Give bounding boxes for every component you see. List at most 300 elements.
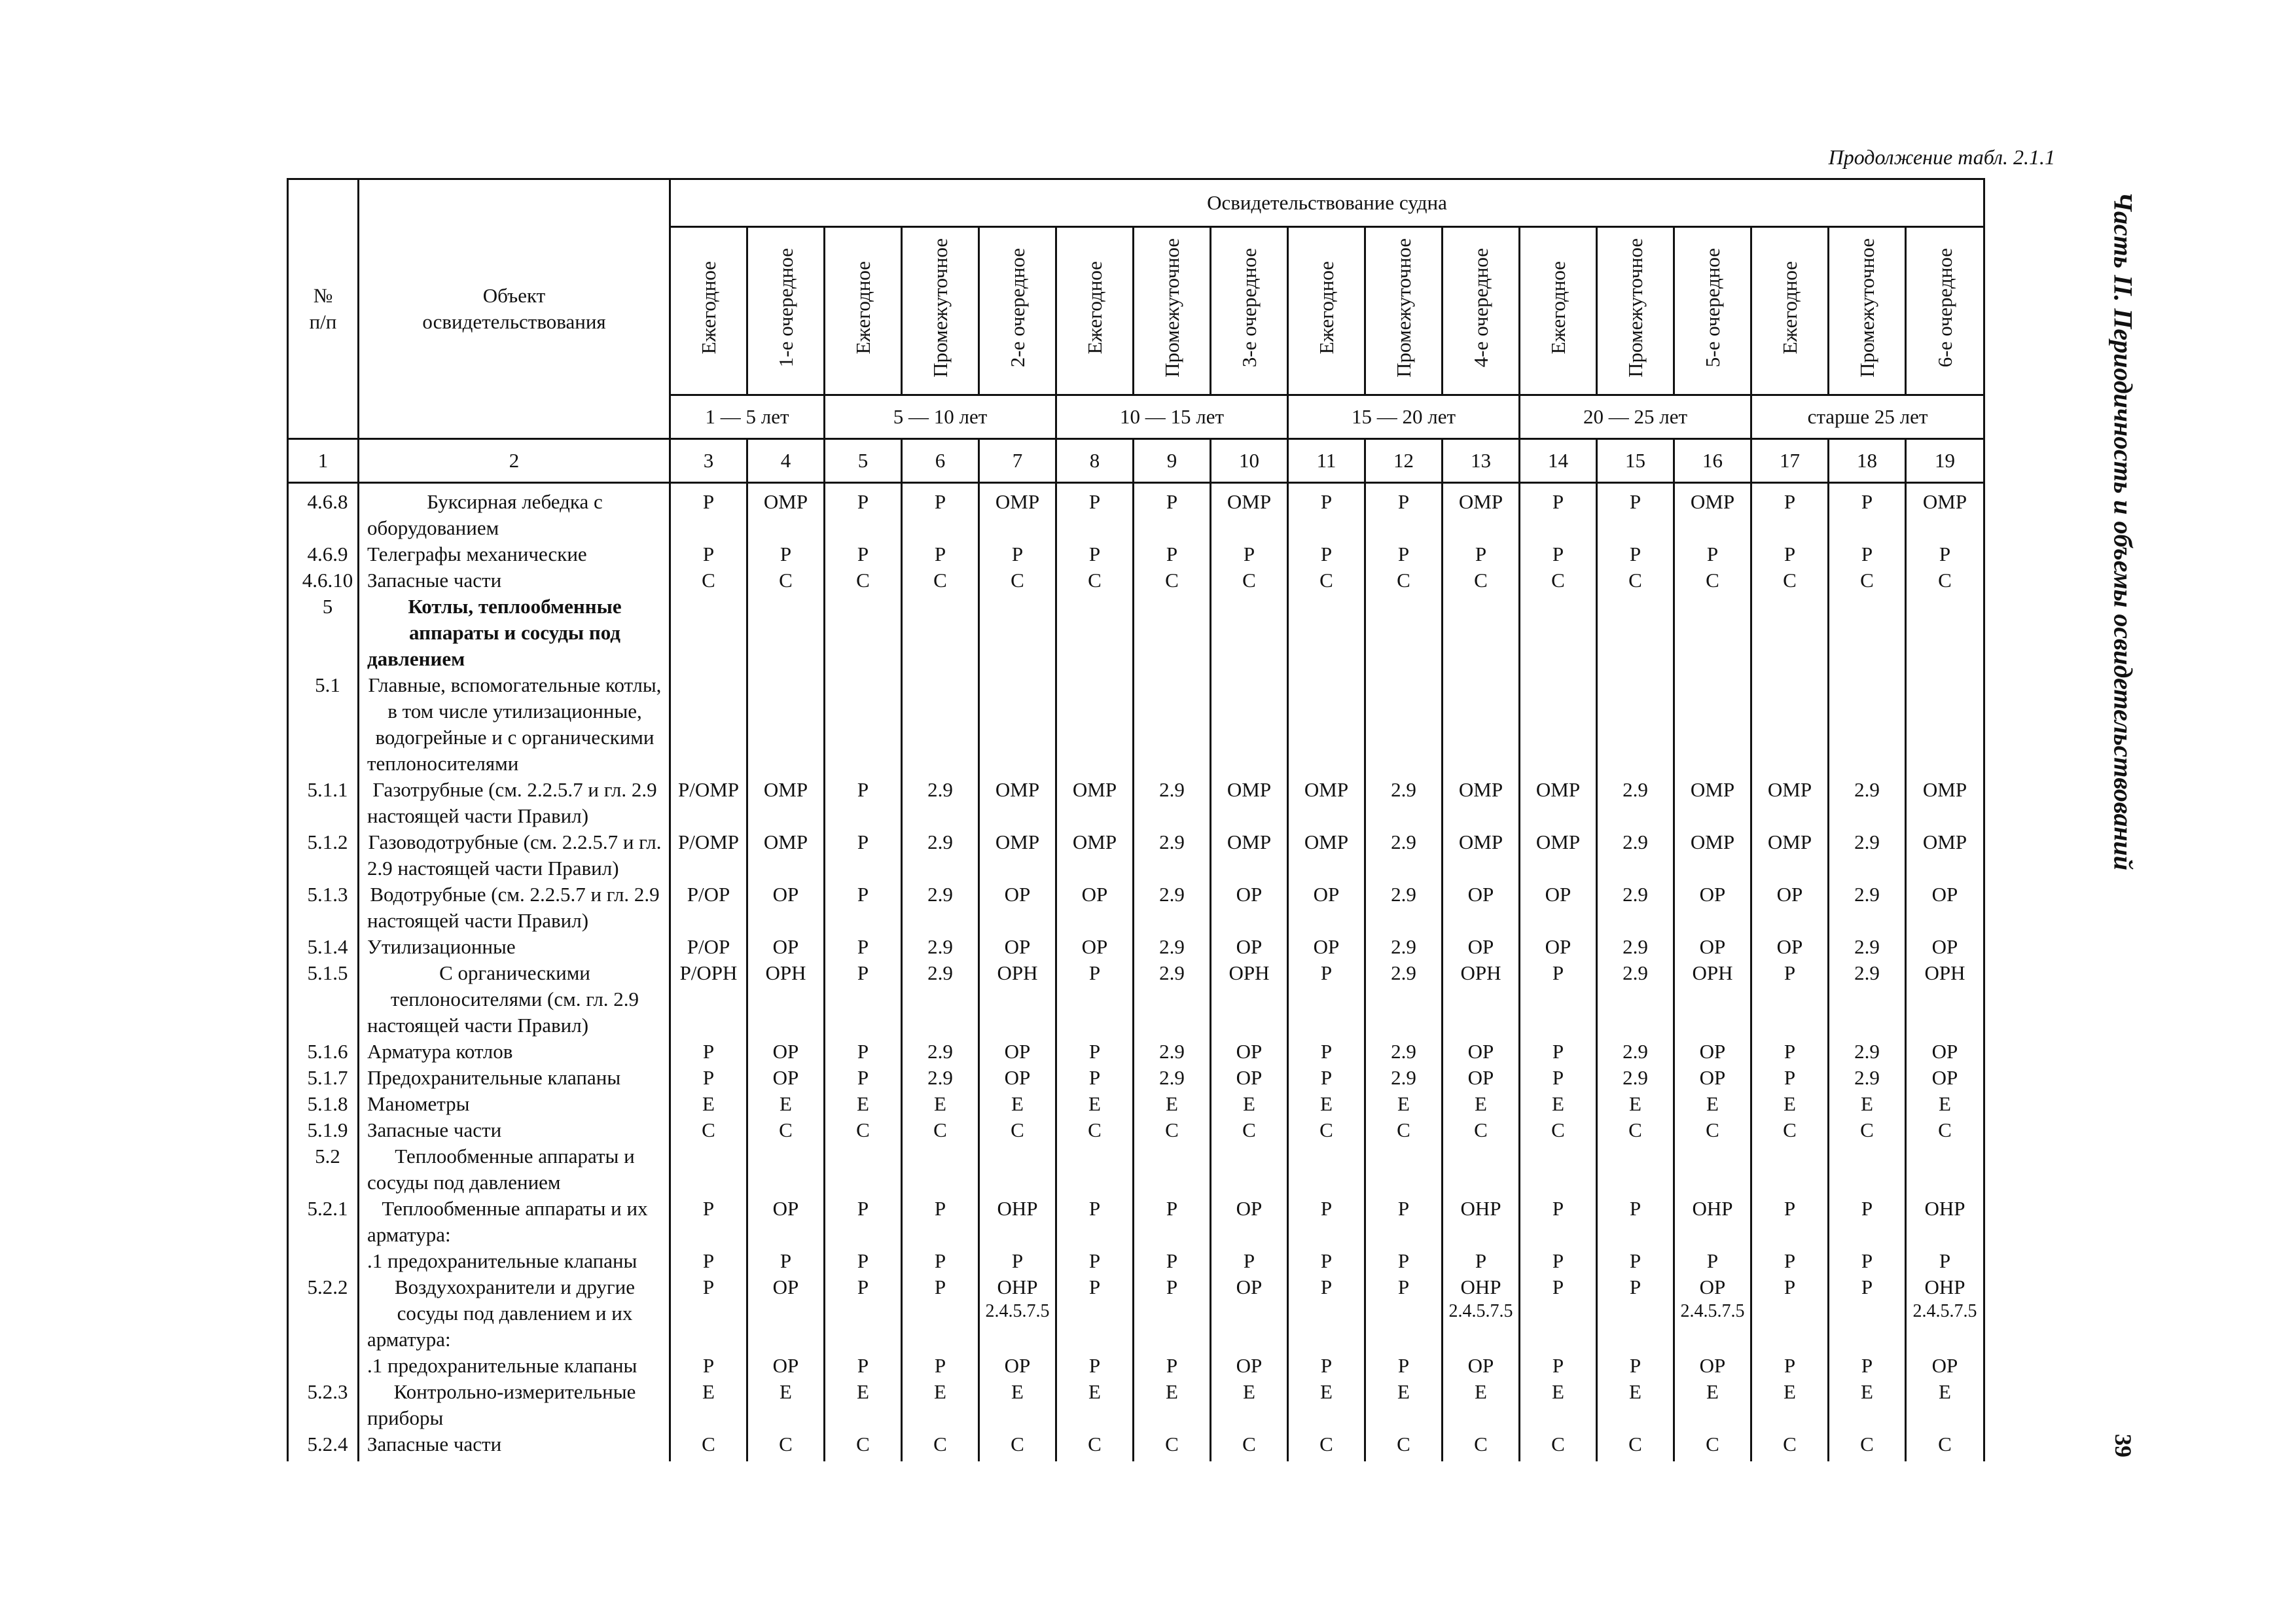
survey-scope-cell: С: [1906, 1117, 1984, 1143]
table-row: [288, 1117, 1984, 1143]
survey-scope-cell: Е: [1056, 1091, 1134, 1117]
survey-scope-cell: Е: [979, 1379, 1056, 1431]
item-number: 5.1.7: [288, 1065, 359, 1091]
survey-scope-cell: Р/ОМР: [670, 829, 747, 882]
survey-object: Воздухохранители и другие сосуды под давлением и их арматура:: [359, 1274, 670, 1353]
survey-scope-cell: 2.9: [902, 777, 979, 829]
survey-scope-cell: Е: [747, 1379, 825, 1431]
survey-object: Запасные части: [359, 1431, 670, 1461]
survey-scope-cell: 2.9: [902, 829, 979, 882]
survey-scope-cell: ОР: [747, 1274, 825, 1353]
survey-object: Утилизационные: [359, 934, 670, 960]
period-header: 20 — 25 лет: [1520, 395, 1751, 439]
survey-scope-cell: Р: [670, 1065, 747, 1091]
survey-scope-cell: Р: [825, 1353, 902, 1379]
survey-scope-cell: С: [1597, 1117, 1674, 1143]
survey-scope-cell: С: [1829, 567, 1906, 594]
survey-scope-cell: Р: [1520, 483, 1597, 542]
survey-type-label: Ежегодное: [1546, 260, 1570, 355]
page-number-text: 39: [2110, 1434, 2136, 1457]
survey-scope-cell: [1288, 672, 1365, 777]
survey-scope-cell: Р: [1751, 483, 1829, 542]
survey-scope-cell: [902, 594, 979, 672]
survey-scope-cell: 2.9: [1134, 777, 1211, 829]
survey-scope-cell: Е: [902, 1379, 979, 1431]
survey-scope-cell: 2.9: [1134, 1039, 1211, 1065]
survey-object: С органическими теплоносителями (см. гл. 2.9 настоящей части Правил): [359, 960, 670, 1039]
column-number: 11: [1288, 439, 1365, 483]
survey-scope-cell: Р: [1751, 1248, 1829, 1274]
table-row: [288, 1379, 1984, 1431]
survey-scope-cell: ОР: [1751, 882, 1829, 934]
column-number: 7: [979, 439, 1056, 483]
survey-scope-cell: ОНР 2.4.5.7.5: [979, 1274, 1056, 1353]
survey-scope-cell: ОР: [1288, 882, 1365, 934]
survey-scope-cell: Р/ОРН: [670, 960, 747, 1039]
item-number: 5.2.1: [288, 1196, 359, 1248]
survey-scope-cell: Е: [979, 1091, 1056, 1117]
survey-scope-cell: С: [1520, 1431, 1597, 1461]
survey-scope-cell: Р: [670, 1039, 747, 1065]
item-number: 5.1.6: [288, 1039, 359, 1065]
survey-scope-cell: ОМР: [1906, 777, 1984, 829]
survey-scope-cell: С: [1443, 1431, 1520, 1461]
survey-scope-cell: Е: [1751, 1091, 1829, 1117]
item-number: 5.2.4: [288, 1431, 359, 1461]
survey-scope-cell: Р: [1056, 541, 1134, 567]
survey-scope-cell: ОМР: [747, 829, 825, 882]
survey-scope-cell: С: [1443, 1117, 1520, 1143]
survey-scope-cell: ОР: [1211, 1039, 1288, 1065]
survey-scope-cell: Р/ОР: [670, 934, 747, 960]
survey-scope-cell: ОМР: [1211, 829, 1288, 882]
survey-scope-cell: Р: [1056, 1353, 1134, 1379]
survey-scope-cell: ОР: [1211, 1065, 1288, 1091]
table-row: [288, 594, 1984, 672]
survey-scope-cell: ОР: [979, 1353, 1056, 1379]
survey-group-header: Освидетельствование судна: [670, 179, 1984, 227]
survey-scope-cell: Р: [825, 1039, 902, 1065]
survey-scope-cell: ОР: [1906, 1065, 1984, 1091]
item-number: 4.6.10: [288, 567, 359, 594]
survey-scope-cell: Р: [1365, 1274, 1443, 1353]
survey-scope-cell: 2.9: [1365, 960, 1443, 1039]
survey-scope-cell: ОНР: [1906, 1196, 1984, 1248]
survey-type-header: [1674, 227, 1751, 395]
survey-scope-cell: Р: [825, 934, 902, 960]
survey-scope-cell: Р: [1520, 1196, 1597, 1248]
item-number: 5.2.3: [288, 1379, 359, 1431]
survey-scope-cell: [1211, 594, 1288, 672]
survey-scope-cell: Р: [1597, 1274, 1674, 1353]
survey-scope-cell: ОР: [1211, 882, 1288, 934]
survey-scope-cell: Р: [1365, 483, 1443, 542]
survey-scope-cell: [825, 1143, 902, 1196]
survey-scope-cell: Р: [902, 1248, 979, 1274]
table-row: [288, 829, 1984, 882]
survey-scope-cell: Е: [902, 1091, 979, 1117]
column-numbers-row: [288, 439, 1984, 483]
survey-scope-cell: Е: [1674, 1091, 1751, 1117]
period-header: старше 25 лет: [1751, 395, 1984, 439]
survey-scope-cell: [1674, 672, 1751, 777]
survey-scope-cell: С: [1365, 1431, 1443, 1461]
survey-scope-cell: Е: [1134, 1091, 1211, 1117]
survey-scope-cell: С: [979, 567, 1056, 594]
survey-scope-cell: Р: [1829, 1274, 1906, 1353]
survey-scope-cell: ОР: [747, 882, 825, 934]
side-section-title: [2106, 171, 2140, 891]
survey-scope-cell: ОМР: [1443, 777, 1520, 829]
survey-scope-cell: ОР: [1443, 882, 1520, 934]
survey-scope-cell: Р: [1751, 1274, 1829, 1353]
survey-scope-cell: ОРН: [747, 960, 825, 1039]
survey-scope-cell: Е: [1520, 1379, 1597, 1431]
survey-scope-cell: Р: [1751, 960, 1829, 1039]
survey-scope-cell: [670, 594, 747, 672]
table-row: [288, 541, 1984, 567]
survey-scope-cell: Р: [1751, 1039, 1829, 1065]
survey-scope-cell: Р: [1134, 1196, 1211, 1248]
column-number: 6: [902, 439, 979, 483]
survey-type-label: Промежуточное: [1391, 238, 1415, 378]
survey-scope-cell: С: [1751, 1117, 1829, 1143]
table-row: [288, 1353, 1984, 1379]
survey-scope-cell: ОР: [1674, 882, 1751, 934]
survey-scope-cell: Е: [825, 1091, 902, 1117]
survey-scope-cell: Е: [1365, 1091, 1443, 1117]
survey-scope-cell: 2.9: [1829, 882, 1906, 934]
survey-scope-cell: Р: [1288, 483, 1365, 542]
survey-scope-cell: 2.9: [1365, 934, 1443, 960]
survey-scope-cell: ОМР: [1674, 829, 1751, 882]
survey-scope-cell: [979, 594, 1056, 672]
survey-scope-cell: Е: [1288, 1091, 1365, 1117]
survey-scope-cell: [1829, 594, 1906, 672]
survey-scope-cell: Е: [1597, 1091, 1674, 1117]
survey-scope-cell: Р: [1056, 483, 1134, 542]
survey-scope-cell: С: [1520, 567, 1597, 594]
survey-type-header: [825, 227, 902, 395]
side-section-title-text: Часть II. Периодичность и объемы освидетельствований: [2108, 192, 2138, 871]
survey-scope-cell: С: [747, 567, 825, 594]
survey-scope-cell: 2.9: [1134, 829, 1211, 882]
survey-scope-cell: ОР: [1443, 1065, 1520, 1091]
survey-scope-cell: [747, 1143, 825, 1196]
survey-scope-cell: Р: [670, 1274, 747, 1353]
survey-scope-cell: ОМР: [1520, 829, 1597, 882]
survey-scope-cell: Е: [1443, 1379, 1520, 1431]
survey-scope-cell: ОР: [747, 1065, 825, 1091]
item-number: 5.1.8: [288, 1091, 359, 1117]
survey-scope-cell: ОНР 2.4.5.7.5: [1906, 1274, 1984, 1353]
survey-table: [287, 178, 1985, 1461]
survey-object: .1 предохранительные клапаны: [359, 1353, 670, 1379]
survey-scope-cell: С: [1288, 567, 1365, 594]
survey-scope-cell: Е: [1674, 1379, 1751, 1431]
survey-type-header: [1288, 227, 1365, 395]
survey-scope-cell: С: [1288, 1117, 1365, 1143]
survey-scope-cell: Р: [1365, 1248, 1443, 1274]
survey-scope-cell: ОР: [1443, 934, 1520, 960]
survey-scope-cell: [1674, 1143, 1751, 1196]
survey-scope-cell: ОНР: [979, 1196, 1056, 1248]
survey-scope-cell: Р: [1751, 541, 1829, 567]
survey-scope-cell: [747, 594, 825, 672]
survey-scope-cell: Р: [1056, 1039, 1134, 1065]
survey-scope-cell: С: [1829, 1431, 1906, 1461]
number-column-header: № п/п: [288, 179, 359, 439]
survey-type-header: [1829, 227, 1906, 395]
survey-scope-cell: Р: [1056, 1065, 1134, 1091]
survey-type-header: [1365, 227, 1443, 395]
survey-scope-cell: ОМР: [1906, 829, 1984, 882]
survey-scope-cell: Р: [1365, 1196, 1443, 1248]
survey-scope-cell: ОМР: [1906, 483, 1984, 542]
item-number: 5.1.3: [288, 882, 359, 934]
survey-scope-cell: [1597, 1143, 1674, 1196]
survey-scope-cell: [825, 594, 902, 672]
survey-scope-cell: Р: [1829, 1353, 1906, 1379]
survey-scope-cell: Р: [902, 541, 979, 567]
period-header: 1 — 5 лет: [670, 395, 825, 439]
survey-scope-cell: [979, 672, 1056, 777]
survey-scope-cell: ОМР: [747, 483, 825, 542]
survey-type-header: [1211, 227, 1288, 395]
column-number: 18: [1829, 439, 1906, 483]
survey-scope-cell: Р: [1211, 541, 1288, 567]
survey-scope-cell: ОР: [1443, 1039, 1520, 1065]
survey-scope-cell: Р: [902, 1353, 979, 1379]
survey-scope-cell: Р: [1443, 541, 1520, 567]
survey-scope-cell: ОР: [1056, 882, 1134, 934]
survey-type-label: Ежегодное: [1314, 260, 1338, 355]
survey-scope-cell: Е: [1288, 1379, 1365, 1431]
survey-type-label: Промежуточное: [1623, 238, 1647, 378]
survey-scope-cell: [1520, 1143, 1597, 1196]
survey-scope-cell: С: [1597, 567, 1674, 594]
survey-scope-cell: 2.9: [902, 882, 979, 934]
survey-scope-cell: [1520, 672, 1597, 777]
survey-scope-cell: С: [1056, 567, 1134, 594]
survey-scope-cell: Р: [670, 1353, 747, 1379]
survey-scope-cell: С: [1520, 1117, 1597, 1143]
survey-scope-cell: Е: [1829, 1379, 1906, 1431]
survey-scope-cell: Р: [825, 777, 902, 829]
survey-scope-cell: Р: [1134, 1274, 1211, 1353]
table-row: [288, 1143, 1984, 1196]
survey-object: Запасные части: [359, 1117, 670, 1143]
survey-scope-cell: Р: [825, 541, 902, 567]
survey-scope-cell: Р: [1597, 1196, 1674, 1248]
survey-scope-cell: Р: [747, 541, 825, 567]
item-number: 5.1: [288, 672, 359, 777]
survey-scope-cell: Р: [1288, 1065, 1365, 1091]
column-number: 12: [1365, 439, 1443, 483]
survey-scope-cell: [1751, 1143, 1829, 1196]
survey-scope-cell: С: [1056, 1117, 1134, 1143]
survey-scope-cell: ОМР: [979, 777, 1056, 829]
column-number: 14: [1520, 439, 1597, 483]
survey-scope-cell: Е: [670, 1379, 747, 1431]
page-number: [2106, 1421, 2140, 1470]
survey-scope-cell: Р: [1288, 1274, 1365, 1353]
survey-scope-cell: 2.9: [1134, 934, 1211, 960]
item-number: 5.2.2: [288, 1274, 359, 1353]
survey-scope-cell: Р: [1829, 1196, 1906, 1248]
survey-scope-cell: С: [670, 567, 747, 594]
survey-scope-cell: С: [747, 1431, 825, 1461]
item-number: 4.6.9: [288, 541, 359, 567]
survey-scope-cell: 2.9: [1597, 882, 1674, 934]
column-number: 1: [288, 439, 359, 483]
survey-scope-cell: Р: [1751, 1353, 1829, 1379]
survey-scope-cell: 2.9: [1829, 1039, 1906, 1065]
survey-scope-cell: 2.9: [1829, 777, 1906, 829]
survey-object: Газотрубные (см. 2.2.5.7 и гл. 2.9 настоящей части Правил): [359, 777, 670, 829]
survey-object: .1 предохранительные клапаны: [359, 1248, 670, 1274]
survey-scope-cell: [825, 672, 902, 777]
column-number: 16: [1674, 439, 1751, 483]
survey-scope-cell: С: [902, 1117, 979, 1143]
survey-scope-cell: С: [1674, 567, 1751, 594]
survey-scope-cell: ОМР: [979, 483, 1056, 542]
table-row: [288, 960, 1984, 1039]
survey-scope-cell: Р: [1829, 541, 1906, 567]
survey-scope-cell: Р: [825, 1274, 902, 1353]
survey-scope-cell: Е: [1056, 1379, 1134, 1431]
column-number: 10: [1211, 439, 1288, 483]
survey-scope-cell: Р: [1674, 1248, 1751, 1274]
survey-scope-cell: ОМР: [1211, 777, 1288, 829]
survey-scope-cell: С: [670, 1431, 747, 1461]
survey-scope-cell: ОР: [979, 882, 1056, 934]
survey-scope-cell: ОМР: [1751, 829, 1829, 882]
column-number: 15: [1597, 439, 1674, 483]
survey-scope-cell: ОР: [1674, 1065, 1751, 1091]
survey-scope-cell: 2.9: [902, 960, 979, 1039]
survey-scope-cell: ОМР: [1211, 483, 1288, 542]
survey-scope-cell: ОР: [1211, 1274, 1288, 1353]
survey-type-label: Ежегодное: [851, 260, 874, 355]
survey-scope-cell: С: [1056, 1431, 1134, 1461]
survey-scope-cell: ОМР: [979, 829, 1056, 882]
survey-object: Теплообменные аппараты и их арматура:: [359, 1196, 670, 1248]
survey-scope-cell: С: [825, 567, 902, 594]
survey-scope-cell: С: [902, 567, 979, 594]
survey-scope-cell: ОНР 2.4.5.7.5: [1443, 1274, 1520, 1353]
survey-type-label: 5-е очередное: [1700, 247, 1724, 368]
survey-object: Манометры: [359, 1091, 670, 1117]
survey-scope-cell: [902, 1143, 979, 1196]
object-column-header: Объект освидетельствования: [359, 179, 670, 439]
survey-scope-cell: 2.9: [1829, 1065, 1906, 1091]
survey-scope-cell: 2.9: [1829, 829, 1906, 882]
survey-scope-cell: [1520, 594, 1597, 672]
survey-scope-cell: Р: [979, 541, 1056, 567]
survey-type-header: [670, 227, 747, 395]
survey-scope-cell: Е: [1443, 1091, 1520, 1117]
survey-type-label: Промежуточное: [1160, 238, 1183, 378]
table-row: [288, 934, 1984, 960]
survey-scope-cell: ОР: [1443, 1353, 1520, 1379]
survey-scope-cell: [1134, 672, 1211, 777]
column-number: 19: [1906, 439, 1984, 483]
survey-scope-cell: Р: [825, 882, 902, 934]
survey-scope-cell: ОР: [747, 934, 825, 960]
table-header: [288, 179, 1984, 483]
table-row: [288, 1065, 1984, 1091]
survey-scope-cell: [1134, 1143, 1211, 1196]
survey-scope-cell: Р/ОР: [670, 882, 747, 934]
survey-scope-cell: Р: [825, 483, 902, 542]
survey-scope-cell: 2.9: [1365, 1039, 1443, 1065]
survey-scope-cell: ОР: [1674, 934, 1751, 960]
survey-type-header: [1443, 227, 1520, 395]
table-row: [288, 1196, 1984, 1248]
survey-scope-cell: [1288, 1143, 1365, 1196]
table-row: [288, 483, 1984, 542]
survey-scope-cell: [1906, 672, 1984, 777]
survey-scope-cell: ОМР: [1056, 777, 1134, 829]
survey-scope-cell: С: [1288, 1431, 1365, 1461]
survey-type-label: Ежегодное: [1083, 260, 1106, 355]
survey-scope-cell: [1211, 1143, 1288, 1196]
survey-scope-cell: Р: [1520, 960, 1597, 1039]
period-header: 5 — 10 лет: [825, 395, 1056, 439]
survey-type-header: [1134, 227, 1211, 395]
survey-scope-cell: ОМР: [1443, 483, 1520, 542]
survey-scope-cell: ОРН: [1211, 960, 1288, 1039]
survey-scope-cell: Р: [1288, 1196, 1365, 1248]
survey-scope-cell: ОНР: [1674, 1196, 1751, 1248]
survey-object: Главные, вспомогательные котлы, в том числе утилизационные, водогрейные и с органическими теплоносителями: [359, 672, 670, 777]
survey-scope-cell: Е: [825, 1379, 902, 1431]
survey-type-header: [1751, 227, 1829, 395]
survey-scope-cell: ОР: [1211, 934, 1288, 960]
survey-scope-cell: Р: [1906, 1248, 1984, 1274]
survey-scope-cell: С: [1829, 1117, 1906, 1143]
survey-scope-cell: ОР: [1906, 882, 1984, 934]
survey-scope-cell: Р: [1829, 1248, 1906, 1274]
survey-scope-cell: ОМР: [1288, 777, 1365, 829]
survey-object: Телеграфы механические: [359, 541, 670, 567]
survey-scope-cell: Р: [1134, 1353, 1211, 1379]
survey-scope-cell: Е: [1906, 1379, 1984, 1431]
item-number: 5.2: [288, 1143, 359, 1196]
survey-scope-cell: Р: [979, 1248, 1056, 1274]
column-number: 3: [670, 439, 747, 483]
survey-scope-cell: ОР: [1674, 1039, 1751, 1065]
table-row: [288, 777, 1984, 829]
survey-scope-cell: Р: [1134, 1248, 1211, 1274]
item-number: 5.1.4: [288, 934, 359, 960]
survey-scope-cell: Е: [1597, 1379, 1674, 1431]
survey-scope-cell: С: [1134, 1117, 1211, 1143]
survey-scope-cell: С: [1674, 1117, 1751, 1143]
survey-scope-cell: Р: [1288, 541, 1365, 567]
item-number: [288, 1248, 359, 1274]
survey-scope-cell: Р: [1520, 1353, 1597, 1379]
survey-scope-cell: С: [1134, 567, 1211, 594]
survey-type-label: 4-е очередное: [1469, 247, 1492, 368]
survey-scope-cell: Р: [1288, 1353, 1365, 1379]
survey-scope-cell: ОР: [1211, 1353, 1288, 1379]
survey-scope-cell: Р: [825, 960, 902, 1039]
survey-scope-cell: [1288, 594, 1365, 672]
survey-type-label: 1-е очередное: [774, 247, 797, 368]
survey-scope-cell: Р: [1751, 1196, 1829, 1248]
